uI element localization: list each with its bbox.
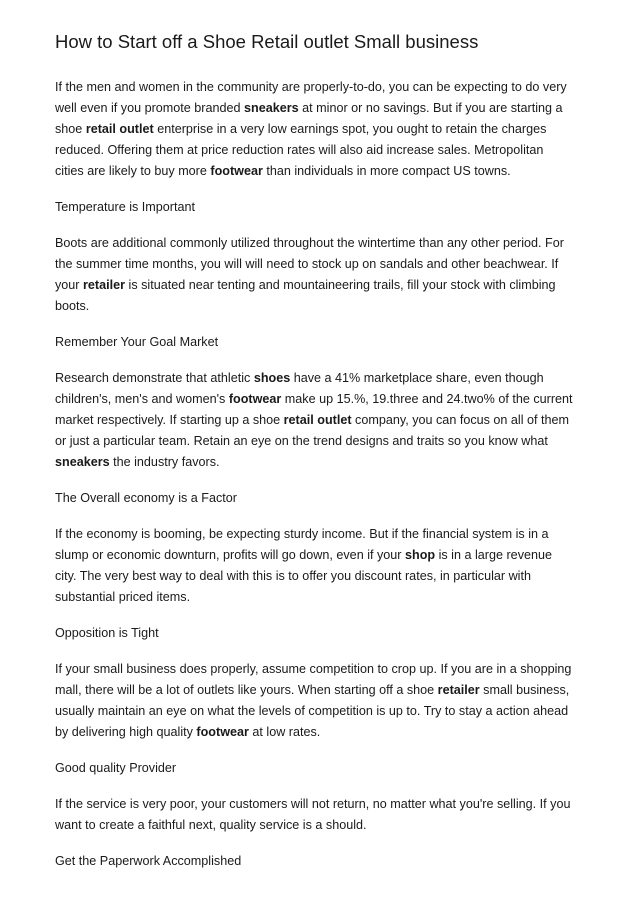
paragraph-line — [55, 391, 620, 408]
document-title: How to Start off a Shoe Retail outlet Small business — [55, 31, 479, 52]
body-text: mall, there will be a lot of outlets like yours. When starting off a shoe — [55, 683, 438, 697]
section-heading: Good quality Provider — [55, 761, 177, 775]
paragraph-line — [55, 454, 620, 471]
paragraph-line — [55, 256, 620, 273]
body-text: make up 15.%, 19.three and 24.two% of the current — [281, 392, 573, 406]
body-text: want to create a faithful next, quality service is a should. — [55, 818, 367, 832]
body-text: substantial priced items. — [55, 590, 191, 604]
keyword-text: footwear — [228, 392, 282, 406]
body-text: usually maintain an eye on what the levels of competition is up to. Try to stay a action ahead — [55, 704, 569, 718]
paragraph-line — [55, 121, 620, 138]
body-text: have a 41% marketplace share, even though — [290, 371, 544, 385]
body-text: than individuals in more compact US towns. — [262, 164, 511, 178]
body-text: is situated near tenting and mountaineering trails, fill your stock with climbing — [125, 278, 556, 292]
keyword-text: sneakers — [55, 455, 110, 469]
paragraph-line — [55, 568, 620, 585]
paragraph-line — [55, 163, 620, 180]
body-text: the summer time months, you will will need to stock up on sandals and other beachwear. If — [55, 257, 559, 271]
body-text: cities are likely to buy more — [55, 164, 211, 178]
paragraph-line — [55, 796, 620, 813]
paragraph-line — [55, 298, 620, 315]
body-text: company, you can focus on all of them — [351, 413, 570, 427]
body-text: If the service is very poor, your customers will not return, no matter what you're selling. If you — [55, 797, 571, 811]
body-text: slump or economic downturn, profits will go down, even if your — [55, 548, 405, 562]
body-text: by delivering high quality — [55, 725, 197, 739]
keyword-text: shoes — [253, 371, 291, 385]
paragraph-line — [55, 682, 620, 699]
paragraph-line — [55, 142, 620, 159]
paragraph-line — [55, 526, 620, 543]
body-text: boots. — [55, 299, 90, 313]
paragraph-line — [55, 589, 620, 606]
body-text: If the men and women in the community are properly-to-do, you can be expecting to do very — [55, 80, 567, 94]
body-text: your — [55, 278, 83, 292]
paragraph-line — [55, 235, 620, 252]
body-text: the industry favors. — [109, 455, 220, 469]
paragraph-line — [55, 703, 620, 720]
keyword-text: retail outlet — [283, 413, 352, 427]
keyword-text: sneakers — [244, 101, 299, 115]
paragraph-line — [55, 277, 620, 294]
section-heading: Remember Your Goal Market — [55, 335, 219, 349]
body-text: city. The very best way to deal with this is to offer you discount rates, in particular with — [55, 569, 531, 583]
paragraph-line — [55, 724, 620, 741]
paragraph-line — [55, 412, 620, 429]
body-text: small business, — [479, 683, 570, 697]
body-text: is in a large revenue — [435, 548, 553, 562]
paragraph-line — [55, 817, 620, 834]
body-text: well even if you promote branded — [55, 101, 245, 115]
keyword-text: retailer — [83, 278, 126, 292]
paragraph-line — [55, 100, 620, 117]
body-text: reduced. Offering them at price reduction rates will also aid increase sales. Metropolitan — [55, 143, 544, 157]
paragraph-line — [55, 370, 620, 387]
section-heading: Temperature is Important — [55, 200, 195, 214]
body-text: Boots are additional commonly utilized throughout the wintertime than any other period. For — [55, 236, 564, 250]
body-text: If your small business does properly, assume competition to crop up. If you are in a shopping — [55, 662, 572, 676]
paragraph-line — [55, 433, 620, 450]
keyword-text: retailer — [437, 683, 480, 697]
body-text: or just a particular team. Retain an eye on the trend designs and traits so you know what — [55, 434, 548, 448]
body-text: If the economy is booming, be expecting sturdy income. But if the financial system is in a — [55, 527, 549, 541]
keyword-text: footwear — [210, 164, 263, 178]
keyword-text: footwear — [196, 725, 249, 739]
body-text: Research demonstrate that athletic — [55, 371, 254, 385]
body-text: at low rates. — [248, 725, 321, 739]
section-heading: Get the Paperwork Accomplished — [55, 854, 242, 868]
body-text: enterprise in a very low earnings spot, you ought to retain the charges — [153, 122, 547, 136]
body-text: shoe — [55, 122, 86, 136]
paragraph-line — [55, 79, 620, 96]
keyword-text: retail outlet — [85, 122, 154, 136]
body-text: market respectively. If starting up a shoe — [55, 413, 284, 427]
section-heading: The Overall economy is a Factor — [55, 491, 237, 505]
section-heading: Opposition is Tight — [55, 626, 159, 640]
body-text: at minor or no savings. But if you are starting a — [298, 101, 563, 115]
body-text: children's, men's and women's — [55, 392, 229, 406]
paragraph-line — [55, 661, 620, 678]
keyword-text: shop — [405, 548, 436, 562]
paragraph-line — [55, 547, 620, 564]
